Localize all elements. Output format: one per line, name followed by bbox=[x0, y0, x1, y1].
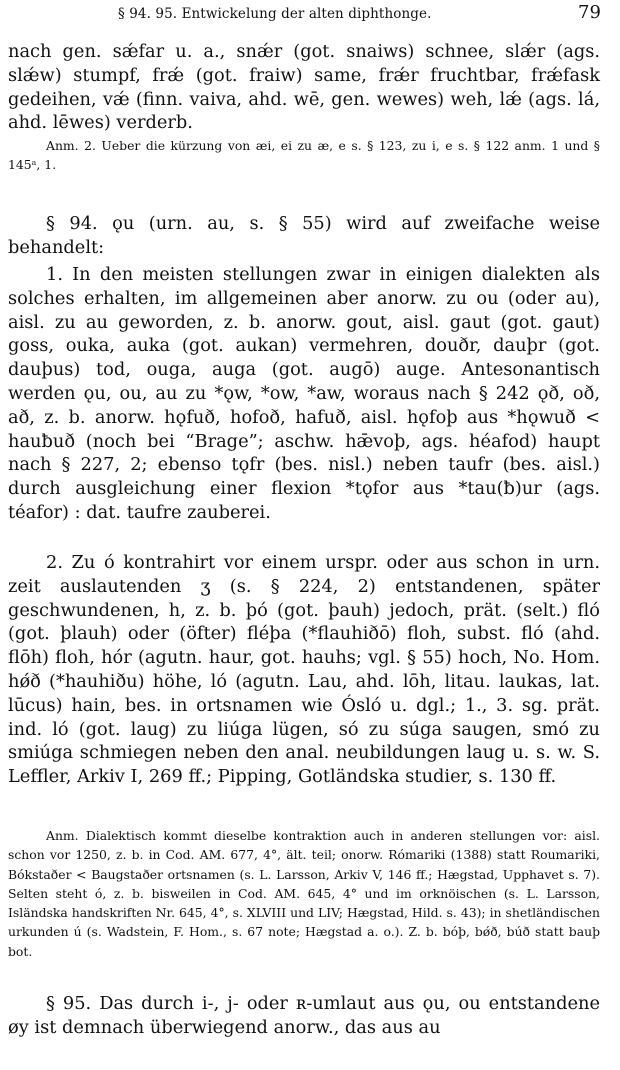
section-94-part-1: 1. In den meisten stellungen zwar in einigen dialekten als solches erhalten, im allgemeinen aber anorw. zu ou (oder au), aisl. zu au geworden, z. b. anorw. gout, aisl. gaut (got. gaut) goss, ouka, auka (got. aukan) vermehren, douðr, dauþr (got. dauþus) tod, ouga, auga (got. augō) auge. Antesonantisch werden ǫu, ou, au zu *ǫw, *ow, *aw, woraus nach § 242 ǫð, oð, að, z. b. anorw. hǫfuð, hofoð, hafuð, aisl. hǫfoþ aus *hǫwuð < hauƀuð (noch bei “Brage”; aschw. hǣvoþ, ags. héafod) haupt nach § 227, 2; ebenso tǫfr (bes. nisl.) neben taufr (bes. aisl.) durch ausgleichung einer flexion *tǫfor aus *tau(ƀ)ur (ags. téafor) : dat. taufre zauberei. bbox=[8, 264, 600, 523]
section-94-heading: § 94. ǫu (urn. au, s. § 55) wird auf zweifache weise behandelt: bbox=[8, 213, 600, 258]
page-number: 79 bbox=[578, 2, 601, 23]
note-anm-2: Anm. 2. Ueber die kürzung von æi, ei zu æ, e s. § 123, zu i, e s. § 122 anm. 1 und § 145ᵃ, 1. bbox=[8, 138, 600, 173]
running-header: § 94. 95. Entwickelung der alten diphthonge. bbox=[118, 6, 432, 22]
section-94-part-2: 2. Zu ó kontrahirt vor einem urspr. oder aus schon in urn. zeit auslautenden ʒ (s. § 224, 2) entstandenen, später geschwundenen, h, z. b. þó (got. þauh) jedoch, prät. (selt.) fló (got. þlauh) oder (öfter) fléþa (*flauhiðō) floh, subst. fló (ahd. flōh) floh, hór (agutn. haur, got. hauhs; vgl. § 55) hoch, No. Hom. hǿð (*hauhiðu) höhe, ló (agutn. Lau, ahd. lōh, litau. laukas, lat. lūcus) hain, bes. in ortsnamen wie Ósló u. dgl.; 1., 3. sg. prät. ind. ló (got. laug) zu liúga lügen, só zu súga saugen, smó zu smiúga schmiegen neben den anal. neubildungen laug u. s. w. S. Leffler, Arkiv I, 269 ff.; Pipping, Gotländska studier, s. 130 ff. bbox=[8, 552, 600, 788]
section-95-start: § 95. Das durch i-, j- oder ʀ-umlaut aus ǫu, ou entstandene øy ist demnach überwiegend anorw., das aus au bbox=[8, 993, 600, 1038]
paragraph-continuation: nach gen. sǽfar u. a., snǽr (got. snaiws) schnee, slǽr (ags. slǽw) stumpf, frǽ (got. fraiw) same, frǽr fruchtbar, frǽfask gedeihen, vǽ (finn. vaiva, ahd. wē, gen. wewes) weh, lǽ (ags. lá, ahd. lēwes) verderb. bbox=[8, 41, 600, 134]
note-anm-dialect: Anm. Dialektisch kommt dieselbe kontraktion auch in anderen stellungen vor: aisl. schon vor 1250, z. b. in Cod. AM. 677, 4°, ält. teil; onorw. Rómariki (1388) statt Roumariki, Bókstaðer < Baugstaðer ortsnamen (s. L. Larsson, Arkiv V, 146 ff.; Hægstad, Upphavet s. 7). Selten steht ó, z. b. bisweilen in Cod. AM. 645, 4° und im orknöischen (s. L. Larsson, Isländska handskriften Nr. 645, 4°, s. XLVIII und LIV; Hægstad, Hild. s. 43); in shetländischen urkunden ú (s. Wadstein, F. Hom., s. 67 note; Hægstad a. o.). Z. b. bóþ, bǿð, búð statt bauþ bot. bbox=[8, 828, 600, 959]
